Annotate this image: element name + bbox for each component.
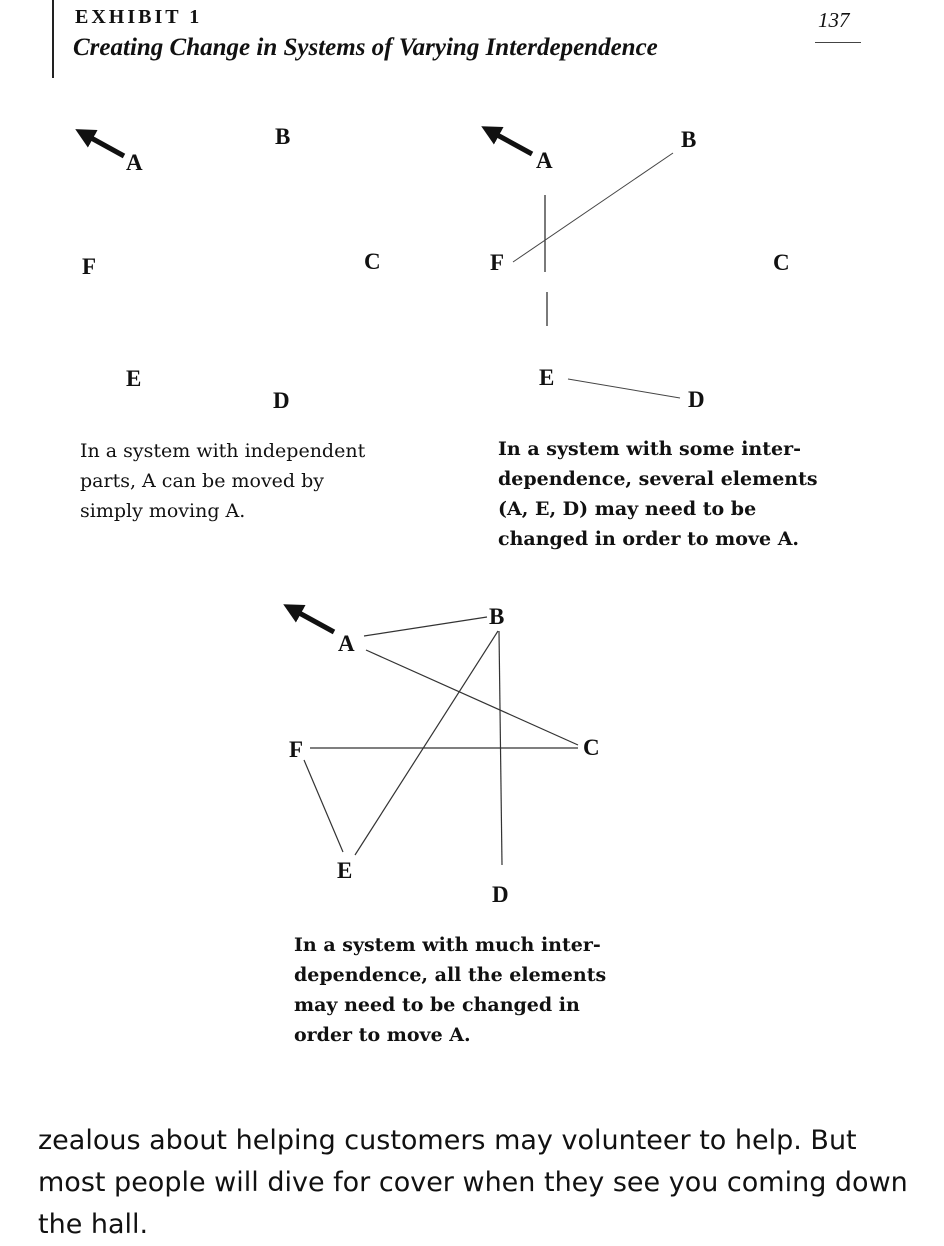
node-e: E (126, 366, 142, 391)
body-line: the hall. (38, 1209, 149, 1240)
body-paragraph (38, 1120, 908, 1246)
move-arrow-icon (292, 609, 334, 632)
edge-e-d (568, 379, 680, 398)
caption-line: order to move A. (294, 1024, 471, 1046)
node-f: F (289, 737, 304, 762)
node-a: A (536, 148, 553, 173)
caption-line: dependence, several elements (498, 468, 818, 490)
body-line: most people will dive for cover when they see you coming down (38, 1167, 908, 1198)
move-arrow-icon (490, 131, 532, 154)
node-d: D (273, 388, 290, 413)
edge-f-e (304, 760, 343, 852)
caption-line: In a system with some inter- (498, 438, 802, 460)
caption-line: (A, E, D) may need to be (498, 498, 757, 520)
body-line: zealous about helping customers may volunteer to help. But (38, 1125, 857, 1156)
edge-a-c (366, 650, 578, 745)
diagram-independent (82, 124, 381, 413)
caption-much-interdependence (294, 930, 606, 1050)
node-f: F (490, 250, 505, 275)
edge-b-e (355, 631, 498, 855)
exhibit-title: Creating Change in Systems of Varying Interdependence (73, 34, 658, 61)
caption-line: dependence, all the elements (294, 964, 607, 986)
caption-line: may need to be changed in (294, 994, 580, 1016)
node-b: B (489, 604, 505, 629)
move-arrow-icon (84, 134, 124, 156)
caption-line: simply moving A. (80, 500, 246, 522)
edge-a-b (364, 617, 487, 636)
caption-some-interdependence (498, 434, 818, 554)
node-d: D (492, 882, 509, 907)
caption-line: In a system with independent (80, 440, 366, 462)
diagram-much-interdependence (289, 604, 600, 907)
node-d: D (688, 387, 705, 412)
caption-line: In a system with much inter- (294, 934, 601, 956)
node-c: C (364, 249, 381, 274)
exhibit-label: EXHIBIT 1 (75, 6, 203, 28)
node-c: C (773, 250, 790, 275)
page-number: 137 (818, 8, 850, 32)
caption-independent (80, 436, 365, 526)
node-a: A (126, 150, 143, 175)
node-e: E (337, 858, 353, 883)
node-f: F (82, 254, 97, 279)
node-b: B (681, 127, 697, 152)
diagram-some-interdependence (490, 127, 790, 412)
caption-line: changed in order to move A. (498, 528, 800, 550)
node-b: B (275, 124, 291, 149)
caption-line: parts, A can be moved by (80, 470, 325, 492)
node-e: E (539, 365, 555, 390)
node-a: A (338, 631, 355, 656)
node-c: C (583, 735, 600, 760)
